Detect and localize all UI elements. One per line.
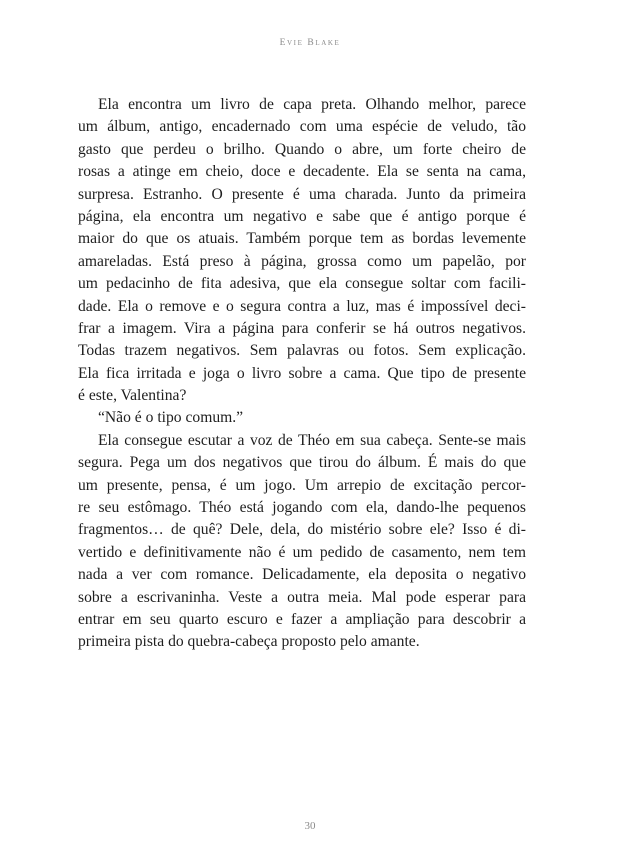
text-line: um presente, pensa, é um jogo. Um arrepio de excitação percor- (78, 476, 526, 494)
text-line: entrar em seu quarto escuro e fazer a ampliação para descobrir a (78, 610, 526, 628)
text-line: um pedacinho de fita adesiva, que ela consegue soltar com facili- (78, 275, 526, 293)
text-line: um álbum, antigo, encadernado com uma espécie de veludo, tão (78, 118, 526, 136)
text-line: Ela consegue escutar a voz de Théo em sua cabeça. Sente-se mais (98, 431, 526, 449)
text-line: Ela encontra um livro de capa preta. Olhando melhor, parece (98, 96, 526, 113)
text-line: re seu estômago. Théo está jogando com ela, dando-lhe pequenos (78, 499, 526, 517)
text-line: Todas trazem negativos. Sem palavras ou fotos. Sem explicação. (78, 342, 526, 360)
text-line: amareladas. Está preso à página, grossa como um papelão, por (78, 252, 526, 270)
text-line: Ela fica irritada e joga o livro sobre a cama. Que tipo de presente (78, 364, 526, 382)
text-line: fragmentos… de quê? Dele, dela, do mistério sobre ele? Isso é di- (78, 521, 526, 539)
text-line: segura. Pega um dos negativos que tirou do álbum. É mais do que (78, 454, 526, 472)
text-line: primeira pista do quebra-cabeça proposto pelo amante. (78, 633, 420, 651)
text-line: surpresa. Estranho. O presente é uma charada. Junto da primeira (78, 185, 526, 203)
text-line: nada a ver com romance. Delicadamente, ela deposita o negativo (78, 566, 526, 584)
page-number: 30 (304, 820, 316, 832)
text-line: página, ela encontra um negativo e sabe que é antigo porque é (78, 207, 526, 225)
text-line: gasto que perdeu o brilho. Quando o abre, um forte cheiro de (78, 140, 526, 158)
text-line: vertido e definitivamente não é um pedido de casamento, nem tem (78, 543, 526, 561)
text-line: sobre a escrivaninha. Veste a outra meia. Mal pode esperar para (78, 588, 526, 606)
body-text (78, 94, 526, 654)
text-line: maior do que os atuais. Também porque tem as bordas levemente (78, 230, 526, 248)
text-line: é este, Valentina? (78, 387, 187, 405)
text-line: rosas a atinge em cheio, doce e decadente. Ela se senta na cama, (78, 163, 526, 181)
running-head: Evie Blake (279, 38, 341, 48)
text-line: dade. Ela o remove e o segura contra a luz, mas é impossível deci- (78, 297, 526, 315)
text-line: “Não é o tipo comum.” (98, 409, 244, 427)
text-line: frar a imagem. Vira a página para conferir se há outros negativos. (78, 319, 526, 337)
